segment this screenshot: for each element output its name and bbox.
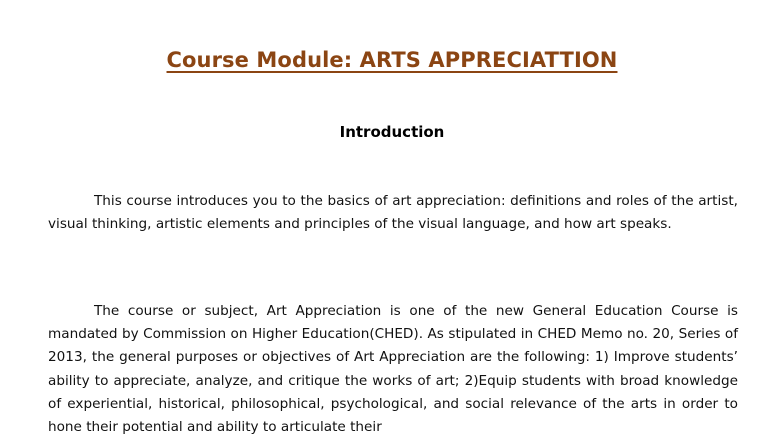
paragraph-introduction: This course introduces you to the basics of art appreciation: definitions and roles of the artist, visual thinking, artistic elements and principles of the visual language, and how art speaks. — [48, 193, 738, 233]
document-title — [0, 48, 784, 72]
section-heading: Introduction — [339, 123, 445, 141]
document-title-text: Course Module: ARTS APPRECIATTION — [166, 48, 618, 72]
paragraph-course-description: The course or subject, Art Appreciation is one of the new General Education Course is mandated by Commission on Higher Education(CHED). As stipulated in CHED Memo no. 20, Series of 2013, the general purposes or objectives of Art Appreciation are the following: 1) Improve students’ ability to appreciate, analyze, and critique the works of art; 2)Equip students with broad knowledge of experiential, historical, philosophical, psychological, and social relevance of the arts in order to hone their potential and ability to articulate their — [48, 303, 738, 436]
